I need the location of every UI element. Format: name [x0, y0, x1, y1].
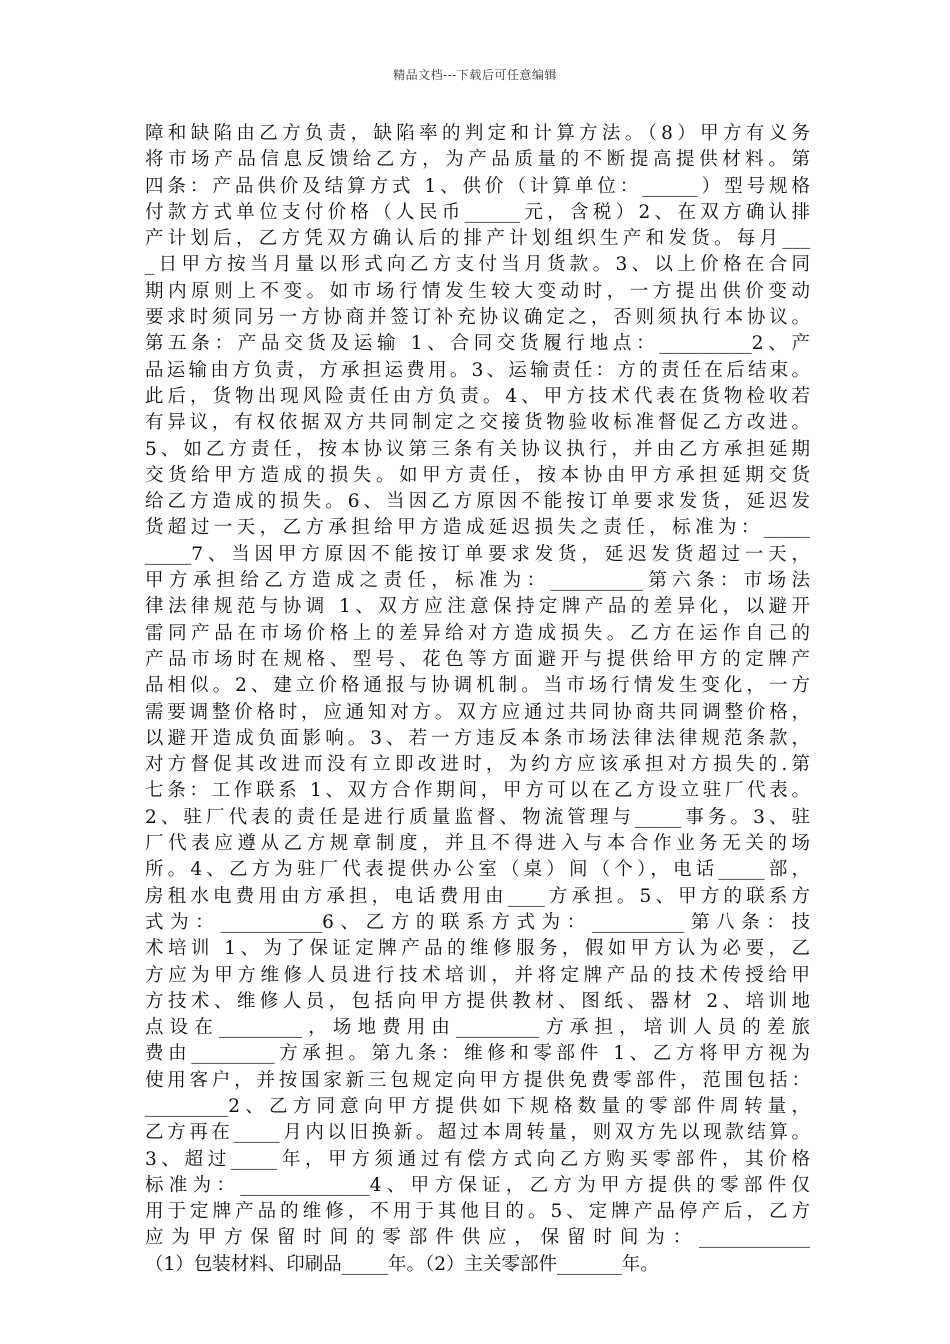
text-line: 房租水电费用由方承担，电话费用由____方承担。5、甲方的联系方: [145, 885, 810, 907]
text-line: 厂代表应遵从乙方规章制度，并且不得进入与本合作业务无关的场: [145, 833, 810, 855]
text-line: 标准为：______________4、甲方保证，乙方为甲方提供的零部件仅: [145, 1174, 810, 1196]
text-line: 用于定牌产品的维修，不用于其他目的。5、定牌产品停产后，乙方: [145, 1201, 810, 1223]
text-line: 品相似。2、建立价格通报与协调机制。当市场行情发生变化，一方: [145, 675, 810, 697]
text-line: 应为甲方保留时间的零部件供应，保留时间为：____________: [145, 1227, 810, 1249]
text-line: 货超过一天，乙方承担给甲方造成延迟损失之责任，标准为：_____: [145, 517, 810, 539]
text-line: 3、超过_____年，甲方须通过有偿方式向乙方购买零部件，其价格: [145, 1148, 810, 1170]
text-line: 方技术、维修人员，包括向甲方提供教材、图纸、器材 2、培训地: [145, 990, 810, 1012]
text-line: 付款方式单位支付价格（人民币______元，含税）2、在双方确认排: [145, 201, 810, 223]
text-line: 雷同产品在市场价格上的差异给对方造成损失。乙方在运作自己的: [145, 622, 810, 644]
text-line: 需要调整价格时，应通知对方。双方应通过共同协商共同调整价格，: [145, 701, 810, 723]
text-line: 对方督促其改进而没有立即改进时，为约方应该承担对方损失的.第: [145, 754, 810, 776]
text-line: 乙方再在_____月内以旧换新。超过本周转量，则双方先以现款结算。: [145, 1122, 810, 1144]
text-line: 式为：___________6、乙方的联系方式为：__________第八条：技: [145, 911, 810, 933]
text-line: 七条：工作联系 1、双方合作期间，甲方可以在乙方设立驻厂代表。: [145, 780, 810, 802]
text-line: 第五条：产品交货及运输 1、合同交货履行地点：__________2、产: [145, 333, 810, 355]
text-line: 品运输由方负责，方承担运费用。3、运输责任：方的责任在后结束。: [145, 359, 810, 381]
text-line: 此后，货物出现风险责任由方负责。4、甲方技术代表在货物检收若: [145, 385, 810, 407]
text-line: 方应为甲方维修人员进行技术培训，并将定牌产品的技术传授给甲: [145, 964, 810, 986]
text-line: _____7、当因甲方原因不能按订单要求发货，延迟发货超过一天，: [145, 543, 810, 565]
document-body: [145, 121, 810, 1278]
text-line: 期内原则上不变。如市场行情发生较大变动时，一方提出供价变动: [145, 280, 810, 302]
text-line: 要求时须同另一方协商并签订补充协议确定之，否则须执行本协议。: [145, 307, 810, 329]
text-line: _日甲方按当月量以形式向乙方支付当月货款。3、以上价格在合同: [145, 254, 810, 276]
text-line: 产计划后，乙方凭双方确认后的排产计划组织生产和发货。每月___: [145, 228, 810, 250]
text-line: 点设在_________，场地费用由_________方承担，培训人员的差旅: [145, 1017, 810, 1039]
text-line: 2、驻厂代表的责任是进行质量监督、物流管理与_____事务。3、驻: [145, 806, 810, 828]
text-line: _________2、乙方同意向甲方提供如下规格数量的零部件周转量，: [145, 1095, 810, 1117]
text-line: 费由_________方承担。第九条：维修和零部件 1、乙方将甲方视为: [145, 1043, 810, 1065]
text-line: 交货给甲方造成的损失。如甲方责任，按本协由甲方承担延期交货: [145, 464, 810, 486]
text-line: 给乙方造成的损失。6、当因乙方原因不能按订单要求发货，延迟发: [145, 491, 810, 513]
text-line: 所。4、乙方为驻厂代表提供办公室（桌）间（个），电话_____部，: [145, 859, 810, 881]
text-line: 有异议，有权依据双方共同制定之交接货物验收标准督促乙方改进。: [145, 412, 810, 434]
text-line: 术培训 1、为了保证定牌产品的维修服务，假如甲方认为必要，乙: [145, 938, 810, 960]
text-line: 四条：产品供价及结算方式 1、供价（计算单位：______）型号规格: [145, 175, 810, 197]
page-header: 精品文档---下载后可任意编辑: [393, 68, 557, 82]
text-line: 将市场产品信息反馈给乙方，为产品质量的不断提高提供材料。第: [145, 149, 810, 171]
text-line: （1）包装材料、印刷品_____年。（2）主关零部件_______年。: [145, 1253, 659, 1275]
text-line: 障和缺陷由乙方负责，缺陷率的判定和计算方法。（8）甲方有义务: [145, 123, 810, 144]
text-line: 使用客户，并按国家新三包规定向甲方提供免费零部件，范围包括：: [145, 1069, 810, 1091]
text-line: 产品市场时在规格、型号、花色等方面避开与提供给甲方的定牌产: [145, 648, 810, 670]
text-line: 以避开造成负面影响。3、若一方违反本条市场法律法律规范条款，: [145, 727, 810, 749]
text-line: 律法律规范与协调 1、双方应注意保持定牌产品的差异化，以避开: [145, 596, 810, 618]
text-line: 甲方承担给乙方造成之责任，标准为：__________第六条：市场法: [145, 570, 810, 592]
text-line: 5、如乙方责任，按本协议第三条有关协议执行，并由乙方承担延期: [145, 438, 810, 460]
